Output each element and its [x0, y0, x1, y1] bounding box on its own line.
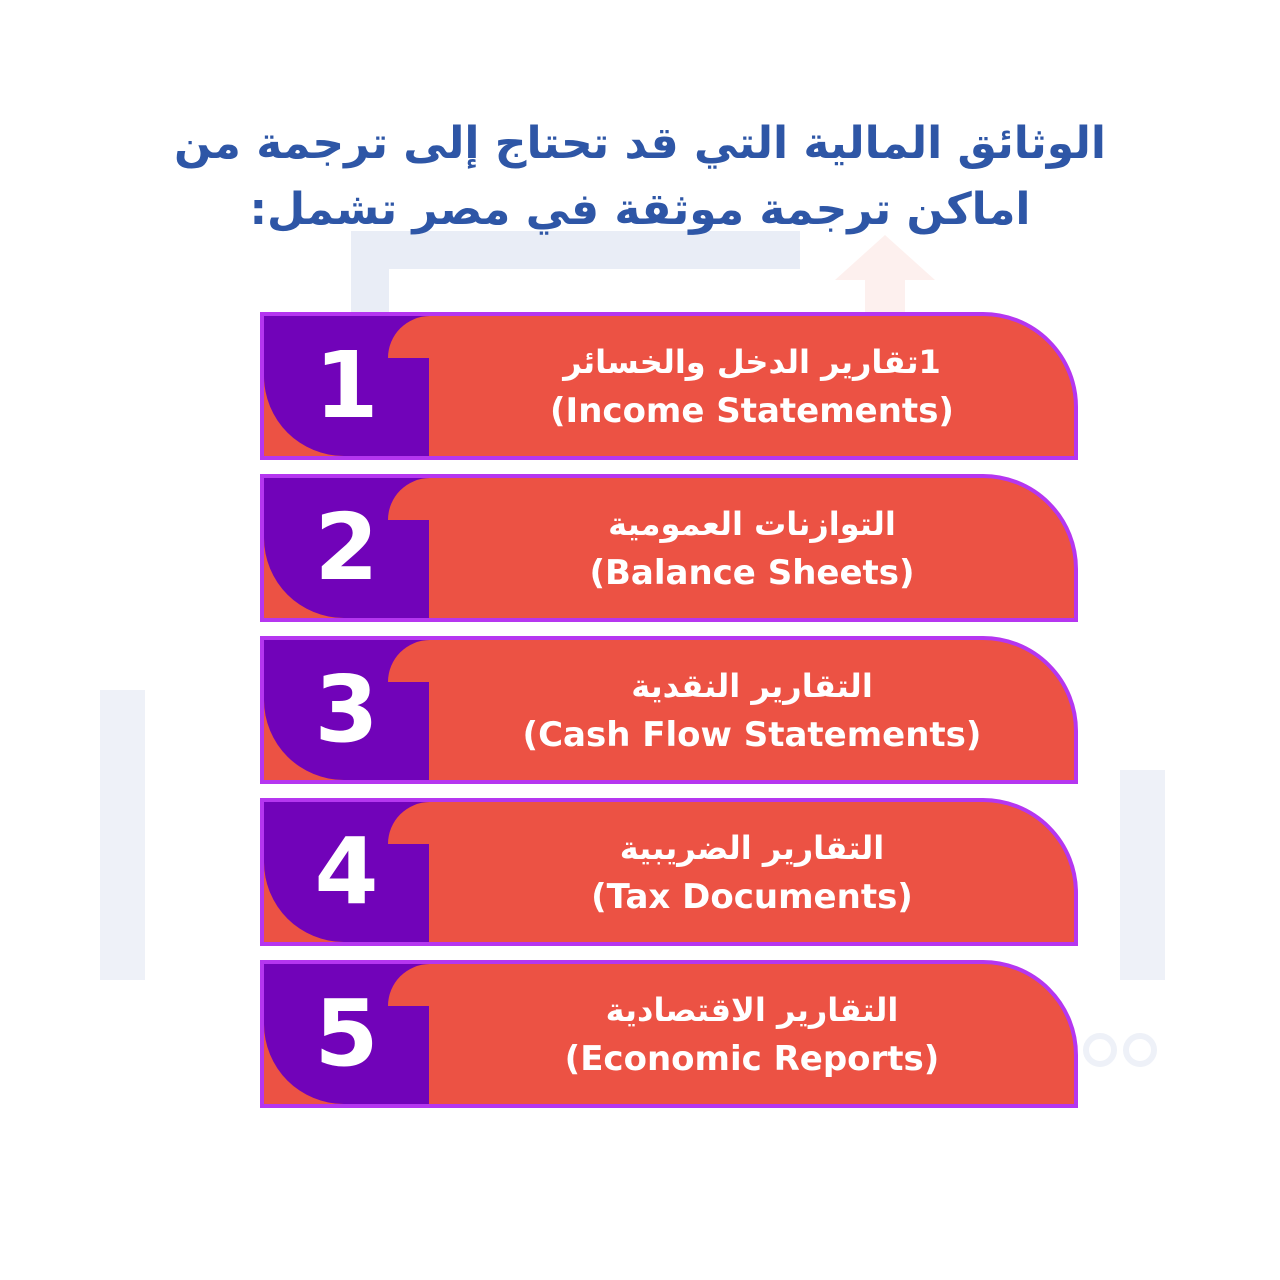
item-number: 3 — [314, 656, 379, 763]
title-line-2: اماكن ترجمة موثقة في مصر تشمل: — [249, 184, 1031, 236]
item-text — [430, 640, 1074, 780]
item-english-label: (Balance Sheets) — [589, 553, 915, 593]
item-english-label: (Income Statements) — [550, 391, 954, 431]
item-number: 2 — [314, 494, 379, 601]
item-number: 4 — [314, 818, 379, 925]
item-arabic-label: التوازنات العمومية — [608, 505, 896, 543]
list-item — [260, 636, 1078, 784]
item-number: 1 — [314, 332, 379, 439]
list-item — [260, 798, 1078, 946]
list-item — [260, 312, 1078, 460]
item-arabic-label: التقارير الضريبية — [619, 829, 885, 867]
item-english-label: (Economic Reports) — [564, 1039, 940, 1079]
title-line-1: الوثائق المالية التي قد تحتاج إلى ترجمة من — [174, 118, 1106, 170]
item-english-label: (Cash Flow Statements) — [522, 715, 982, 755]
item-arabic-label: التقارير النقدية — [631, 667, 873, 705]
item-arabic-label: التقارير الاقتصادية — [605, 991, 899, 1029]
item-text — [430, 964, 1074, 1104]
item-text — [430, 316, 1074, 456]
item-number: 5 — [314, 980, 379, 1087]
list-item — [260, 474, 1078, 622]
item-arabic-label: 1تقارير الدخل والخسائر — [563, 343, 941, 381]
item-english-label: (Tax Documents) — [591, 877, 913, 917]
item-text — [430, 802, 1074, 942]
item-text — [430, 478, 1074, 618]
list-item — [260, 960, 1078, 1108]
